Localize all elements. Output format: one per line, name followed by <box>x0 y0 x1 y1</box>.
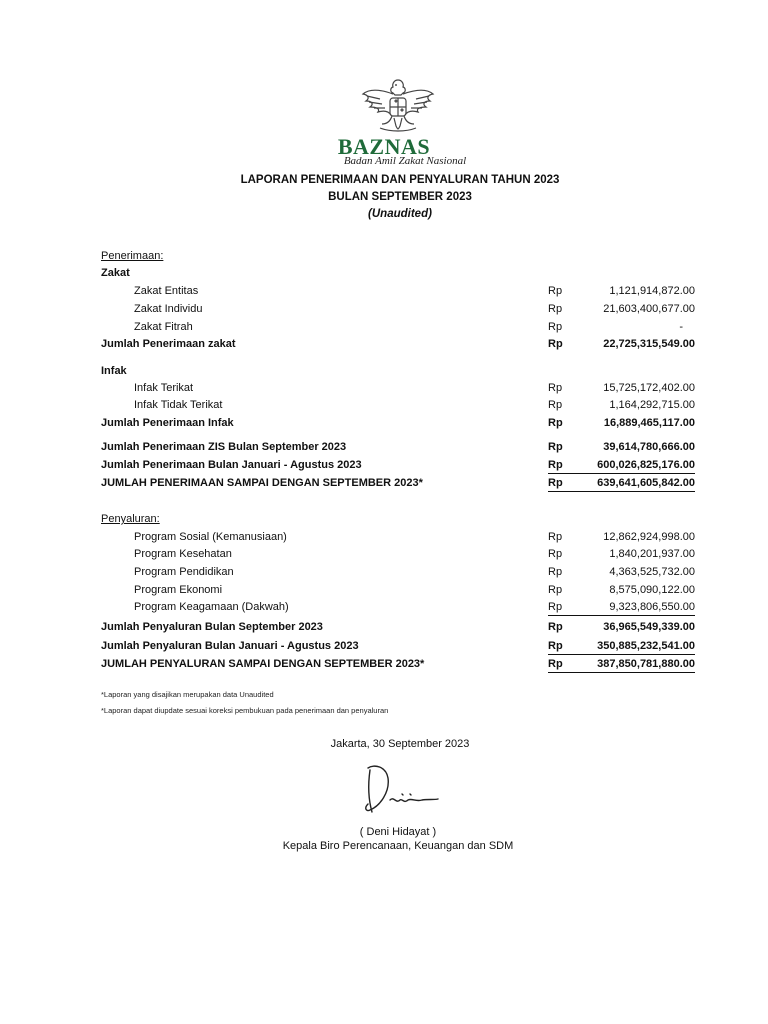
table-row: Zakat Individu Rp 21,603,400,677.00 <box>134 303 695 315</box>
footnote: *Laporan yang disajikan merupakan data Unaudited <box>101 690 274 699</box>
total-row-zakat: Jumlah Penerimaan zakat Rp 22,725,315,549.00 <box>101 338 695 350</box>
grand-total-row-penerimaan: JUMLAH PENERIMAAN SAMPAI DENGAN SEPTEMBER 2023* Rp 639,641,605,842.00 <box>101 477 695 489</box>
table-row: Program Pendidikan Rp 4,363,525,732.00 <box>134 566 695 578</box>
place-date: Jakarta, 30 September 2023 <box>330 738 470 750</box>
table-row: Infak Tidak Terikat Rp 1,164,292,715.00 <box>134 399 695 411</box>
subsection-heading-infak: Infak <box>101 365 127 377</box>
org-name: BAZNAS <box>337 134 431 159</box>
grand-total-row-penyaluran: JUMLAH PENYALURAN SAMPAI DENGAN SEPTEMBER 2023* Rp 387,850,781,880.00 <box>101 658 695 670</box>
table-row: Program Kesehatan Rp 1,840,201,937.00 <box>134 548 695 560</box>
footnote: *Laporan dapat diupdate sesuai koreksi pembukuan pada penerimaan dan penyaluran <box>101 706 389 715</box>
summary-row: Jumlah Penyaluran Bulan Januari - Agustus 2023 Rp 350,885,232,541.00 <box>101 640 695 652</box>
table-row: Infak Terikat Rp 15,725,172,402.00 <box>134 382 695 394</box>
divider <box>548 491 695 492</box>
table-row: Zakat Entitas Rp 1,121,914,872.00 <box>134 285 695 297</box>
signatory-position: Kepala Biro Perencanaan, Keuangan dan SDM <box>282 840 514 852</box>
table-row: Program Keagamaan (Dakwah) Rp 9,323,806,550.00 <box>134 601 695 613</box>
divider <box>548 672 695 673</box>
report-status: (Unaudited) <box>368 208 432 220</box>
summary-row: Jumlah Penyaluran Bulan September 2023 Rp 36,965,549,339.00 <box>101 621 695 633</box>
divider <box>548 654 695 655</box>
total-row-infak: Jumlah Penerimaan Infak Rp 16,889,465,117.00 <box>101 417 695 429</box>
report-title: LAPORAN PENERIMAAN DAN PENYALURAN TAHUN 2023 <box>240 174 560 186</box>
table-row: Program Sosial (Kemanusiaan) Rp 12,862,924,998.00 <box>134 531 695 543</box>
garuda-emblem-icon <box>360 74 436 138</box>
summary-row: Jumlah Penerimaan Bulan Januari - Agustus 2023 Rp 600,026,825,176.00 <box>101 459 695 471</box>
section-heading-penerimaan: Penerimaan: <box>101 250 164 262</box>
section-heading-penyaluran: Penyaluran: <box>101 513 160 525</box>
signatory-name: ( Deni Hidayat ) <box>359 826 437 838</box>
divider <box>548 473 695 474</box>
subsection-heading-zakat: Zakat <box>101 267 130 279</box>
divider <box>548 615 695 616</box>
signature-image <box>356 760 446 823</box>
report-period: BULAN SEPTEMBER 2023 <box>328 191 472 203</box>
org-full-name: Badan Amil Zakat Nasional <box>343 155 467 167</box>
table-row: Program Ekonomi Rp 8,575,090,122.00 <box>134 584 695 596</box>
summary-row: Jumlah Penerimaan ZIS Bulan September 2023 Rp 39,614,780,666.00 <box>101 441 695 453</box>
table-row: Zakat Fitrah Rp - <box>134 321 683 333</box>
